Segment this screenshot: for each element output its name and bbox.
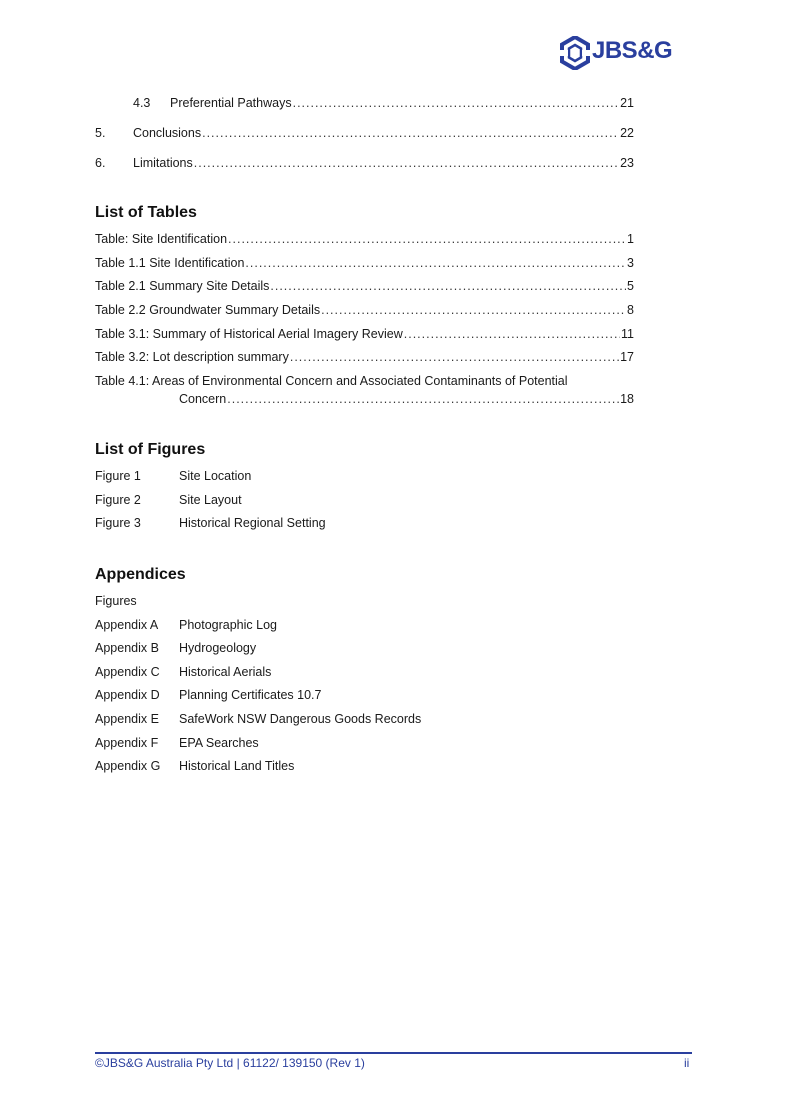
toc-title: Preferential Pathways (170, 96, 292, 110)
page-number: ii (684, 1056, 690, 1070)
table-page: 1 (627, 232, 634, 246)
table-entry[interactable] (95, 256, 634, 274)
appendix-label: Appendix F (95, 736, 159, 750)
table-title-line2: Concern (179, 392, 227, 406)
table-page: 11 (621, 327, 634, 341)
table-entry[interactable] (95, 350, 634, 368)
appendix-title[interactable]: SafeWork NSW Dangerous Goods Records (179, 712, 422, 726)
table-page: 17 (620, 350, 634, 364)
figure-title[interactable]: Historical Regional Setting (179, 516, 326, 530)
figure-label: Figure 3 (95, 516, 141, 530)
table-page: 3 (627, 256, 634, 270)
footer-rule (95, 1052, 692, 1054)
appendix-label: Appendix A (95, 618, 159, 632)
dot-leader (245, 256, 626, 270)
dot-leader (270, 279, 626, 293)
figure-title[interactable]: Site Location (179, 469, 252, 483)
table-title: Table: Site Identification (95, 232, 228, 246)
appendix-label: Appendix E (95, 712, 159, 726)
appendix-title[interactable]: Hydrogeology (179, 641, 257, 655)
table-entry[interactable] (179, 392, 634, 410)
table-page: 18 (620, 392, 634, 406)
appendix-label: Appendix G (95, 759, 161, 773)
toc-entry[interactable] (95, 156, 634, 174)
table-entry[interactable] (95, 232, 634, 250)
toc-number: 4.3 (133, 96, 151, 110)
appendix-title[interactable]: EPA Searches (179, 736, 259, 750)
toc-page: 23 (620, 156, 634, 170)
logo-mark-icon (560, 36, 590, 70)
appendix-title[interactable]: Photographic Log (179, 618, 277, 632)
company-logo (560, 36, 695, 70)
figure-title[interactable]: Site Layout (179, 493, 242, 507)
appendix-label: Appendix B (95, 641, 159, 655)
dot-leader (228, 232, 626, 246)
table-page: 8 (627, 303, 634, 317)
figure-label: Figure 1 (95, 469, 141, 483)
dot-leader (194, 156, 619, 170)
table-title-line1[interactable]: Table 4.1: Areas of Environmental Concern and Associated Contaminants of Potential (95, 374, 568, 388)
appendix-title[interactable]: Historical Aerials (179, 665, 272, 679)
table-title: Table 2.2 Groundwater Summary Details (95, 303, 321, 317)
table-entry[interactable] (95, 279, 634, 297)
dot-leader (227, 392, 619, 406)
dot-leader (202, 126, 619, 140)
toc-entry[interactable] (133, 96, 634, 114)
footer-copyright: ©JBS&G Australia Pty Ltd | 61122/ 139150 (Rev 1) (95, 1056, 365, 1070)
table-title: Table 3.1: Summary of Historical Aerial Imagery Review (95, 327, 403, 341)
table-entry[interactable] (95, 327, 634, 345)
appendix-label: Appendix D (95, 688, 160, 702)
appendix-label: Appendix C (95, 665, 160, 679)
list-of-figures-heading: List of Figures (95, 441, 206, 458)
dot-leader (321, 303, 626, 317)
dot-leader (290, 350, 619, 364)
dot-leader (293, 96, 620, 110)
toc-title: Limitations (133, 156, 193, 170)
appendices-heading: Appendices (95, 566, 186, 583)
list-of-tables-heading: List of Tables (95, 204, 197, 221)
toc-number: 6. (95, 156, 106, 170)
logo-text: JBS&G (592, 37, 673, 64)
toc-entry[interactable] (95, 126, 634, 144)
toc-title: Conclusions (133, 126, 202, 140)
toc-page: 21 (620, 96, 634, 110)
figure-label: Figure 2 (95, 493, 141, 507)
table-title: Table 1.1 Site Identification (95, 256, 245, 270)
appendix-title[interactable]: Planning Certificates 10.7 (179, 688, 322, 702)
table-entry[interactable] (95, 303, 634, 321)
appendix-title[interactable]: Historical Land Titles (179, 759, 295, 773)
toc-page: 22 (620, 126, 634, 140)
table-page: 5 (627, 279, 634, 293)
toc-number: 5. (95, 126, 106, 140)
appendix-figures[interactable]: Figures (95, 594, 137, 608)
table-title: Table 2.1 Summary Site Details (95, 279, 270, 293)
dot-leader (404, 327, 620, 341)
table-title: Table 3.2: Lot description summary (95, 350, 289, 364)
